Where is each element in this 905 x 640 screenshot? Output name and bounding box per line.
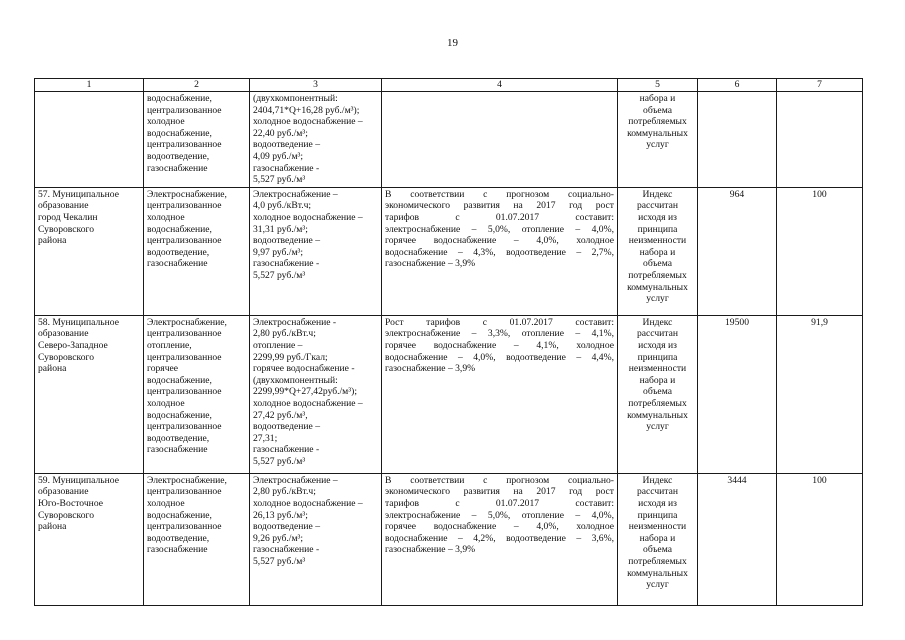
cell-line: набора и <box>639 374 676 386</box>
index-note-cell <box>618 473 698 605</box>
cell-line: водоотведение, <box>147 532 210 544</box>
cell-line: электроснабжение – 5,0%, отопление – 4,0%, <box>385 223 614 235</box>
index-note-cell <box>618 315 698 473</box>
cell-line: набора и <box>639 93 676 104</box>
cell-line: 26,13 руб./м³; <box>253 509 308 521</box>
cell-line: холодное <box>147 211 185 223</box>
cell-line: Электроснабжение, <box>147 316 227 328</box>
cell-line: холодное <box>147 116 185 128</box>
cell-line: 2299,99 руб./Гкал; <box>253 351 328 363</box>
growth-cell <box>382 92 618 188</box>
cell-line: коммунальных <box>627 409 688 421</box>
cell-line: централизованное <box>147 386 222 398</box>
cell-line: 2404,71*Q+16,28 руб./м³); <box>253 104 360 116</box>
tariffs-cell <box>250 187 382 315</box>
tariff-table <box>34 78 863 606</box>
cell-line: централизованное <box>147 104 222 116</box>
services-cell <box>144 315 250 473</box>
cell-line: отопление – <box>253 339 303 351</box>
municipality-cell <box>35 187 144 315</box>
cell-line: экономического развития на 2017 год рост <box>385 486 614 498</box>
cell-line: образование <box>38 328 89 340</box>
cell-line: водоотведение, <box>147 246 210 258</box>
cell-line: неизменности <box>628 235 687 247</box>
cell-line: газоснабжение - <box>253 544 320 556</box>
cell-line: централизованное <box>147 521 222 533</box>
index-value-cell <box>777 92 863 188</box>
cell-line: района <box>38 521 67 533</box>
header-cell: 5 <box>618 79 698 92</box>
index-note-cell <box>618 187 698 315</box>
cell-line: Индекс <box>642 316 673 328</box>
cell-line: централизованное <box>147 328 222 340</box>
header-cell: 4 <box>382 79 618 92</box>
header-cell: 3 <box>250 79 382 92</box>
cell-line: объема <box>643 544 672 556</box>
index-value-cell: 91,9 <box>777 315 863 473</box>
cell-line: района <box>38 235 67 247</box>
growth-cell <box>382 473 618 605</box>
cell-line: В соответствии с прогнозом социально- <box>385 474 614 486</box>
cell-line: 5,527 руб./м³ <box>253 174 306 186</box>
cell-line: централизованное <box>147 200 222 212</box>
table-row <box>35 187 863 315</box>
cell-line: района <box>38 363 67 375</box>
cell-line: услуг <box>646 579 669 591</box>
municipality-cell <box>35 473 144 605</box>
cell-line: 31,31 руб./м³; <box>253 223 308 235</box>
tariffs-cell <box>250 92 382 188</box>
cell-line: водоснабжение, <box>147 127 212 139</box>
population-cell: 3444 <box>698 473 777 605</box>
cell-line: набора и <box>639 532 676 544</box>
cell-line: водоотведение – <box>253 139 320 151</box>
cell-line: газоснабжение – 3,9% <box>385 363 476 375</box>
cell-line: рассчитан <box>636 200 679 212</box>
table-row <box>35 92 863 188</box>
cell-line: холодное водоснабжение – <box>253 116 363 128</box>
cell-line: экономического развития на 2017 год рост <box>385 200 614 212</box>
cell-line: холодное водоснабжение – <box>253 497 363 509</box>
cell-line: газоснабжение – 3,9% <box>385 258 476 270</box>
cell-line: исходя из <box>638 339 677 351</box>
population-cell: 19500 <box>698 315 777 473</box>
cell-line: холодное водоснабжение – <box>253 211 363 223</box>
cell-line: Электроснабжение – <box>253 188 338 200</box>
cell-line: газоснабжение <box>147 162 208 174</box>
cell-line: Индекс <box>642 474 673 486</box>
cell-line: газоснабжение - <box>253 444 320 456</box>
cell-line: потребляемых <box>628 397 687 409</box>
index-value-cell: 100 <box>777 187 863 315</box>
cell-line: объема <box>643 104 672 116</box>
cell-line: газоснабжение <box>147 544 208 556</box>
cell-line: газоснабжение <box>147 258 208 270</box>
cell-line: водоотведение – <box>253 421 320 433</box>
cell-line: горячее водоснабжение - <box>253 363 355 375</box>
cell-line: горячее водоснабжение – 4,0%, холодное <box>385 235 614 247</box>
cell-line: Суворовского <box>38 509 95 521</box>
cell-line: набора и <box>639 246 676 258</box>
cell-line: принципа <box>637 223 678 235</box>
header-row <box>35 79 863 92</box>
cell-line: централизованное <box>147 139 222 151</box>
cell-line: 27,31; <box>253 432 278 444</box>
cell-line: холодное <box>147 497 185 509</box>
cell-line: Северо-Западное <box>38 339 108 351</box>
cell-line: 4,0 руб./кВт.ч; <box>253 200 312 212</box>
cell-line: 9,97 руб./м³; <box>253 246 304 258</box>
header-cell: 1 <box>35 79 144 92</box>
cell-line: газоснабжение <box>147 444 208 456</box>
cell-line: рассчитан <box>636 328 679 340</box>
municipality-cell <box>35 315 144 473</box>
cell-line: водоснабжение, <box>147 509 212 521</box>
cell-line: водоснабжение, <box>147 409 212 421</box>
cell-line: (двухкомпонентный: <box>253 93 338 104</box>
index-value-cell: 100 <box>777 473 863 605</box>
cell-line: услуг <box>646 139 669 151</box>
cell-line: 4,09 руб./м³; <box>253 150 304 162</box>
growth-cell <box>382 315 618 473</box>
cell-line: объема <box>643 258 672 270</box>
cell-line: централизованное <box>147 351 222 363</box>
cell-line: Суворовского <box>38 223 95 235</box>
cell-line: объема <box>643 386 672 398</box>
cell-line: 2,80 руб./кВт.ч; <box>253 328 316 340</box>
cell-line: Рост тарифов с 01.07.2017 составит: <box>385 316 614 328</box>
cell-line: 5,527 руб./м³ <box>253 455 306 467</box>
cell-line: электроснабжение – 5,0%, отопление – 4,0%, <box>385 509 614 521</box>
cell-line: Электроснабжение, <box>147 474 227 486</box>
cell-line: В соответствии с прогнозом социально- <box>385 188 614 200</box>
cell-line: образование <box>38 486 89 498</box>
cell-line: 57. Муниципальное <box>38 188 119 200</box>
cell-line: услуг <box>646 293 669 305</box>
cell-line: 59. Муниципальное <box>38 474 119 486</box>
tariffs-cell <box>250 315 382 473</box>
population-cell <box>698 92 777 188</box>
cell-line: водоотведение, <box>147 432 210 444</box>
cell-line: электроснабжение – 3,3%, отопление – 4,1%, <box>385 328 614 340</box>
cell-line: услуг <box>646 421 669 433</box>
cell-line: централизованное <box>147 421 222 433</box>
header-cell: 6 <box>698 79 777 92</box>
cell-line: Электроснабжение, <box>147 188 227 200</box>
cell-line: газоснабжение - <box>253 162 320 174</box>
cell-line: 22,40 руб./м³; <box>253 127 308 139</box>
cell-line: исходя из <box>638 211 677 223</box>
cell-line: принципа <box>637 351 678 363</box>
cell-line: горячее водоснабжение – 4,0%, холодное <box>385 521 614 533</box>
table-row <box>35 473 863 605</box>
cell-line: централизованное <box>147 486 222 498</box>
cell-line: Электроснабжение - <box>253 316 337 328</box>
cell-line: водоснабжение, <box>147 223 212 235</box>
cell-line: водоснабжение, <box>147 374 212 386</box>
population-cell: 964 <box>698 187 777 315</box>
cell-line: тарифов с 01.07.2017 составит: <box>385 497 614 509</box>
cell-line: потребляемых <box>628 269 687 281</box>
tariffs-cell <box>250 473 382 605</box>
cell-line: горячее <box>147 363 179 375</box>
cell-line: водоотведение – <box>253 521 320 533</box>
cell-line: холодное <box>147 397 185 409</box>
cell-line: 58. Муниципальное <box>38 316 119 328</box>
cell-line: принципа <box>637 509 678 521</box>
services-cell <box>144 473 250 605</box>
cell-line: 2,80 руб./кВт.ч; <box>253 486 316 498</box>
cell-line: исходя из <box>638 497 677 509</box>
cell-line: водоснабжение – 4,0%, водоотведение – 4,4%, <box>385 351 614 363</box>
cell-line: неизменности <box>628 363 687 375</box>
cell-line: 2299,99*Q+27,42руб./м³); <box>253 386 357 398</box>
services-cell <box>144 187 250 315</box>
header-cell: 2 <box>144 79 250 92</box>
cell-line: тарифов с 01.07.2017 составит: <box>385 211 614 223</box>
page-number: 19 <box>447 37 458 49</box>
cell-line: централизованное <box>147 235 222 247</box>
cell-line: потребляемых <box>628 116 687 128</box>
cell-line: газоснабжение - <box>253 258 320 270</box>
cell-line: коммунальных <box>627 281 688 293</box>
cell-line: водоснабжение – 4,2%, водоотведение – 3,6%, <box>385 532 614 544</box>
cell-line: водоснабжение – 4,3%, водоотведение – 2,7%, <box>385 246 614 258</box>
cell-line: рассчитан <box>636 486 679 498</box>
table-row <box>35 315 863 473</box>
cell-line: Электроснабжение – <box>253 474 338 486</box>
cell-line: водоотведение – <box>253 235 320 247</box>
cell-line: 27,42 руб./м³, <box>253 409 308 421</box>
cell-line: Юго-Восточное <box>38 497 103 509</box>
municipality-cell <box>35 92 144 188</box>
cell-line: водоотведение, <box>147 150 210 162</box>
cell-line: 5,527 руб./м³ <box>253 555 306 567</box>
cell-line: коммунальных <box>627 127 688 139</box>
cell-line: Суворовского <box>38 351 95 363</box>
cell-line: Индекс <box>642 188 673 200</box>
cell-line: образование <box>38 200 89 212</box>
cell-line: отопление, <box>147 339 192 351</box>
header-cell: 7 <box>777 79 863 92</box>
cell-line: горячее водоснабжение – 4,1%, холодное <box>385 339 614 351</box>
cell-line: потребляемых <box>628 555 687 567</box>
cell-line: 5,527 руб./м³ <box>253 269 306 281</box>
cell-line: (двухкомпонентный: <box>253 374 338 386</box>
cell-line: город Чекалин <box>38 211 98 223</box>
services-cell <box>144 92 250 188</box>
index-note-cell <box>618 92 698 188</box>
cell-line: водоснабжение, <box>147 93 212 104</box>
cell-line: газоснабжение – 3,9% <box>385 544 476 556</box>
growth-cell <box>382 187 618 315</box>
cell-line: холодное водоснабжение – <box>253 397 363 409</box>
cell-line: коммунальных <box>627 567 688 579</box>
cell-line: неизменности <box>628 521 687 533</box>
cell-line: 9,26 руб./м³; <box>253 532 304 544</box>
